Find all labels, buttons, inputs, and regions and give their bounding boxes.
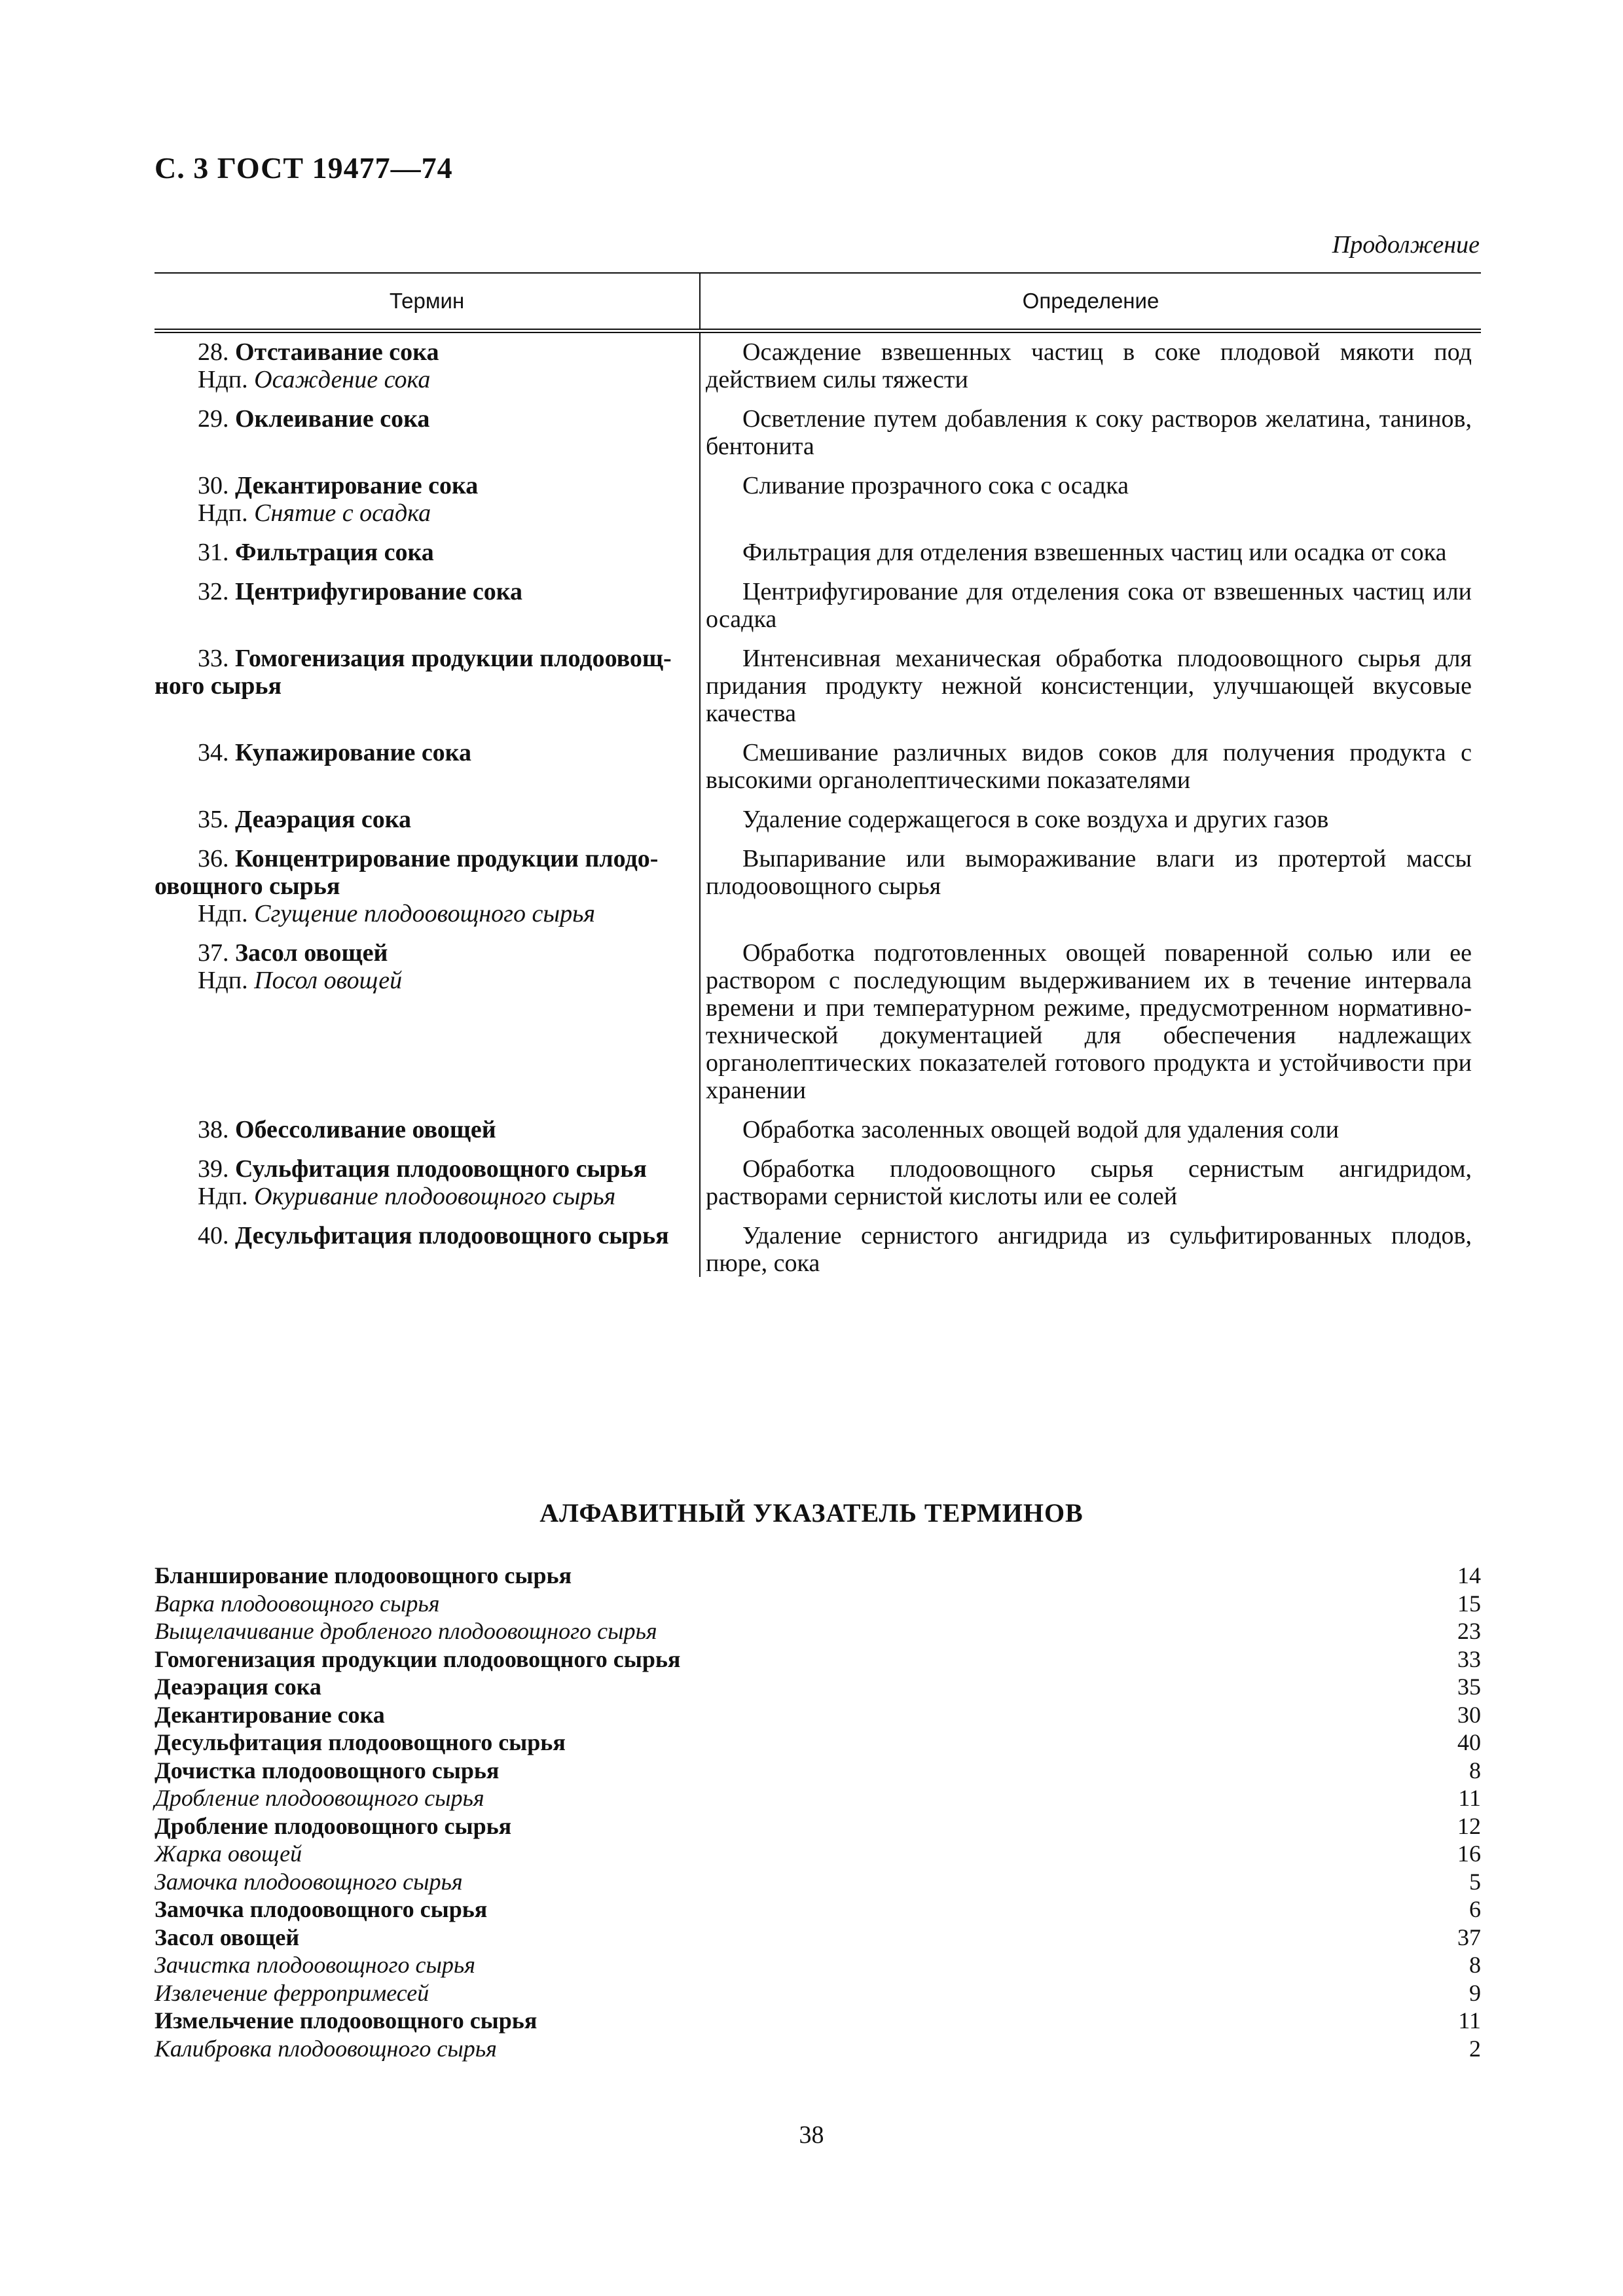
term-name: Сульфитация плодоовощного сырья	[235, 1155, 647, 1183]
term-line	[198, 338, 695, 366]
term-cell	[155, 405, 699, 460]
continuation-label: Продолжение	[1332, 231, 1480, 259]
index-entry	[155, 1840, 1481, 1868]
index-term: Бланширование плодоовощного сырья	[155, 1562, 572, 1588]
index-term-number: 2	[1469, 2035, 1481, 2062]
term-line	[198, 472, 695, 499]
definition-text: Центрифугирование для отделения сока от взвешенных частиц или осадка	[706, 578, 1472, 633]
table-row	[155, 845, 1481, 927]
index-term-number: 11	[1458, 2007, 1481, 2034]
table-row	[155, 578, 1481, 633]
deprecated-term: Сгущение плодоовощного сырья	[254, 900, 596, 927]
term-name: Десульфитация плодоовощного сырья	[235, 1222, 669, 1249]
term-cell	[155, 578, 699, 633]
definition-cell	[699, 539, 1481, 566]
index-entry	[155, 1868, 1481, 1896]
definition-cell	[699, 1116, 1481, 1143]
deprecated-term: Посол овощей	[254, 967, 403, 994]
index-term-number: 11	[1458, 1785, 1481, 1811]
definition-text: Удаление содержащегося в соке воздуха и других газов	[742, 806, 1329, 833]
term-name: Оклеивание сока	[235, 405, 430, 433]
definition-cell	[699, 338, 1481, 393]
term-cell	[155, 939, 699, 1104]
term-cell	[155, 539, 699, 566]
term-number: 32.	[198, 578, 229, 605]
index-term-number: 5	[1469, 1868, 1481, 1895]
term-line	[198, 1222, 695, 1249]
term-name: Центрифугирование сока	[235, 578, 523, 605]
definition-cell	[699, 645, 1481, 727]
index-term: Калибровка плодоовощного сырья	[155, 2035, 497, 2062]
deprecated-term-line	[198, 366, 695, 393]
index-term: Замочка плодоовощного сырья	[155, 1896, 488, 1922]
definition-text: Обработка подготовленных овощей поваренной солью или ее раствором с последующим выдерживанием их в течение интервала времени и при температурном режиме, предусмотренном нормативно-технической документацией для обеспечения надлежащих органолептических показателей готового продукта и устойчивости при хранении	[706, 939, 1472, 1104]
table-row	[155, 405, 1481, 460]
term-cell	[155, 645, 699, 727]
term-name: Фильтрация сока	[235, 539, 434, 566]
index-entry	[155, 2035, 1481, 2063]
term-name-continued: овощного сырья	[155, 872, 340, 900]
table-header	[155, 272, 1481, 333]
term-number: 34.	[198, 739, 229, 766]
index-term-number: 12	[1457, 1812, 1481, 1839]
term-number: 31.	[198, 539, 229, 566]
table-row	[155, 1222, 1481, 1277]
index-term: Выщелачивание дробленого плодоовощного сырья	[155, 1618, 657, 1644]
term-cell	[155, 1155, 699, 1210]
index-entry	[155, 1979, 1481, 2007]
deprecated-label: Ндп.	[198, 499, 248, 527]
term-cell	[155, 338, 699, 393]
index-entry	[155, 1617, 1481, 1645]
deprecated-label: Ндп.	[198, 1183, 248, 1210]
column-divider	[699, 333, 701, 1277]
term-name: Декантирование сока	[235, 472, 479, 499]
index-term-number: 30	[1457, 1701, 1481, 1728]
term-cell	[155, 845, 699, 927]
term-line	[198, 1155, 695, 1183]
deprecated-term-line	[155, 900, 695, 927]
deprecated-term: Снятие с осадка	[254, 499, 431, 527]
column-header-term: Термин	[155, 274, 701, 329]
terms-table	[155, 272, 1481, 1289]
index-entry	[155, 1812, 1481, 1840]
table-row	[155, 472, 1481, 527]
definition-text: Смешивание различных видов соков для получения продукта с высокими органолептическими показателями	[706, 739, 1472, 794]
index-term: Жарка овощей	[155, 1840, 302, 1867]
table-row	[155, 539, 1481, 566]
index-term-number: 37	[1457, 1924, 1481, 1950]
alphabetical-index	[155, 1562, 1481, 2062]
index-term-number: 16	[1457, 1840, 1481, 1867]
index-term: Измельчение плодоовощного сырья	[155, 2007, 538, 2034]
definition-text: Сливание прозрачного сока с осадка	[742, 472, 1129, 499]
term-cell	[155, 1116, 699, 1143]
definition-cell	[699, 806, 1481, 833]
term-line	[198, 405, 695, 433]
index-term: Дочистка плодоовощного сырья	[155, 1757, 500, 1784]
term-name: Обессоливание овощей	[235, 1116, 496, 1143]
index-term: Замочка плодоовощного сырья	[155, 1868, 463, 1895]
index-entry	[155, 1673, 1481, 1701]
table-row	[155, 806, 1481, 833]
term-line	[198, 578, 695, 605]
index-term: Десульфитация плодоовощного сырья	[155, 1729, 566, 1755]
index-entry	[155, 1951, 1481, 1979]
index-term: Дробление плодоовощного сырья	[155, 1785, 484, 1811]
index-entry	[155, 2007, 1481, 2035]
definition-cell	[699, 1155, 1481, 1210]
term-line	[198, 539, 695, 566]
term-cell	[155, 1222, 699, 1277]
index-entry	[155, 1701, 1481, 1729]
term-name-continued: ного сырья	[155, 672, 282, 700]
index-term: Извлечение ферропримесей	[155, 1979, 429, 2006]
index-term-number: 8	[1469, 1952, 1481, 1978]
index-term: Декантирование сока	[155, 1701, 385, 1728]
term-number: 30.	[198, 472, 229, 499]
index-term-number: 23	[1457, 1618, 1481, 1644]
deprecated-label: Ндп.	[198, 366, 248, 393]
definition-text: Осаждение взвешенных частиц в соке плодовой мякоти под действием силы тяжести	[706, 338, 1472, 393]
index-term: Варка плодоовощного сырья	[155, 1590, 440, 1617]
deprecated-label: Ндп.	[198, 967, 248, 994]
deprecated-term-line	[198, 499, 695, 527]
term-number: 40.	[198, 1222, 229, 1249]
term-cell	[155, 739, 699, 794]
definition-cell	[699, 1222, 1481, 1277]
term-line	[198, 806, 695, 833]
term-name: Деаэрация сока	[235, 806, 412, 833]
index-term: Зачистка плодоовощного сырья	[155, 1952, 476, 1978]
term-number: 38.	[198, 1116, 229, 1143]
term-name: Отстаивание сока	[235, 338, 439, 366]
definition-text: Удаление сернистого ангидрида из сульфитированных плодов, пюре, сока	[706, 1222, 1472, 1277]
table-row	[155, 338, 1481, 393]
term-name: Купажирование сока	[235, 739, 471, 766]
definition-text: Осветление путем добавления к соку растворов желатина, танинов, бентонита	[706, 405, 1472, 460]
term-number: 36.	[198, 845, 229, 872]
index-term: Дробление плодоовощного сырья	[155, 1812, 512, 1839]
index-entry	[155, 1590, 1481, 1618]
definition-text: Интенсивная механическая обработка плодоовощного сырья для придания продукту нежной консистенции, улучшающей вкусовые качества	[706, 645, 1472, 727]
index-term-number: 33	[1457, 1645, 1481, 1672]
index-entry	[155, 1784, 1481, 1812]
table-row	[155, 1116, 1481, 1143]
table-row	[155, 1155, 1481, 1210]
column-header-definition: Определение	[1022, 289, 1159, 313]
index-entry	[155, 1924, 1481, 1952]
index-entry	[155, 1562, 1481, 1590]
table-row	[155, 939, 1481, 1104]
deprecated-term: Осаждение сока	[254, 366, 431, 393]
term-name: Концентрирование продукции плодо-	[235, 845, 659, 872]
definition-cell	[699, 405, 1481, 460]
definition-text: Обработка плодоовощного сырья сернистым ангидридом, растворами сернистой кислоты или ее солей	[706, 1155, 1472, 1210]
term-name: Гомогенизация продукции плодоовощ-	[235, 645, 672, 672]
table-body	[155, 333, 1481, 1277]
term-number: 39.	[198, 1155, 229, 1183]
index-entry	[155, 1757, 1481, 1785]
table-row	[155, 739, 1481, 794]
term-line	[155, 645, 695, 672]
index-term-number: 15	[1457, 1590, 1481, 1617]
index-term-number: 14	[1457, 1562, 1481, 1588]
term-number: 33.	[198, 645, 229, 672]
term-line	[198, 1116, 695, 1143]
index-entry	[155, 1645, 1481, 1674]
definition-cell	[699, 578, 1481, 633]
term-cell	[155, 472, 699, 527]
index-title: АЛФАВИТНЫЙ УКАЗАТЕЛЬ ТЕРМИНОВ	[539, 1498, 1084, 1528]
index-term-number: 8	[1469, 1757, 1481, 1784]
definition-text: Фильтрация для отделения взвешенных частиц или осадка от сока	[742, 539, 1447, 566]
term-number: 29.	[198, 405, 229, 433]
term-number: 28.	[198, 338, 229, 366]
index-term: Гомогенизация продукции плодоовощного сырья	[155, 1645, 681, 1672]
index-term-number: 35	[1457, 1674, 1481, 1700]
term-number: 35.	[198, 806, 229, 833]
term-line	[155, 845, 695, 872]
term-line	[198, 739, 695, 766]
index-term: Деаэрация сока	[155, 1674, 321, 1700]
index-entry	[155, 1729, 1481, 1757]
term-name: Засол овощей	[235, 939, 388, 967]
term-cell	[155, 806, 699, 833]
term-number: 37.	[198, 939, 229, 967]
page-number: 38	[799, 2121, 824, 2149]
definition-cell	[699, 939, 1481, 1104]
index-term-number: 40	[1457, 1729, 1481, 1755]
table-row	[155, 645, 1481, 727]
deprecated-label: Ндп.	[198, 900, 248, 927]
page-header: С. 3 ГОСТ 19477—74	[155, 151, 453, 185]
definition-cell	[699, 472, 1481, 527]
definition-text: Выпаривание или вымораживание влаги из протертой массы плодоовощного сырья	[706, 845, 1472, 900]
term-line	[198, 939, 695, 967]
index-term-number: 9	[1469, 1979, 1481, 2006]
deprecated-term: Окуривание плодоовощного сырья	[254, 1183, 616, 1210]
definition-text: Обработка засоленных овощей водой для удаления соли	[742, 1116, 1340, 1143]
index-term-number: 6	[1469, 1896, 1481, 1922]
deprecated-term-line	[198, 967, 695, 994]
definition-cell	[699, 739, 1481, 794]
index-entry	[155, 1895, 1481, 1924]
index-term: Засол овощей	[155, 1924, 300, 1950]
definition-cell	[699, 845, 1481, 927]
deprecated-term-line	[198, 1183, 695, 1210]
